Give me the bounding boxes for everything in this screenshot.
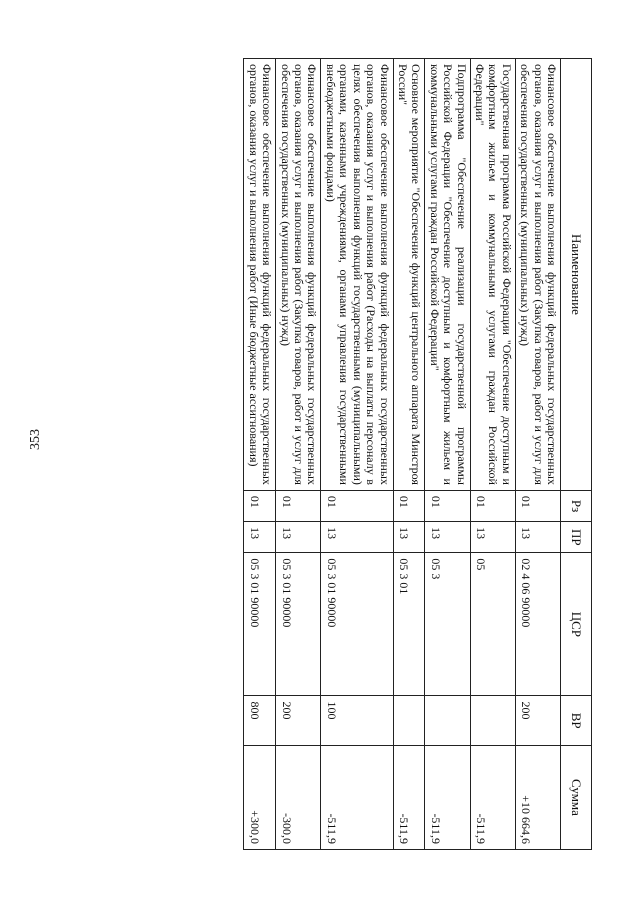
budget-table — [243, 58, 592, 850]
cell-pr: 13 — [244, 522, 276, 553]
cell-sum: +10 664,6 — [515, 745, 560, 849]
cell-vr — [425, 696, 470, 745]
table-row — [425, 59, 470, 850]
cell-name: Государственная программа Российской Федерации "Обеспечение доступным и комфортным жильем и коммунальными услугами граждан Российской Федерации" — [470, 59, 515, 491]
cell-vr — [393, 696, 425, 745]
cell-pr: 13 — [470, 522, 515, 553]
cell-name: Финансовое обеспечение выполнения функций федеральных государственных органов, оказания услуг и выполнения работ (Закупка товаров, работ и услуг для обеспечения государственных (муниципальных) нужд) — [276, 59, 321, 491]
cell-rz: 01 — [276, 490, 321, 521]
cell-name: Основное мероприятие "Обеспечение функций центрального аппарата Минстроя России" — [393, 59, 425, 491]
table-row — [393, 59, 425, 850]
cell-sum: -300,0 — [276, 745, 321, 849]
cell-sum: -511,9 — [425, 745, 470, 849]
cell-rz: 01 — [470, 490, 515, 521]
cell-vr: 200 — [276, 696, 321, 745]
cell-sum: +300,0 — [244, 745, 276, 849]
header-sum: Сумма — [561, 745, 592, 849]
table-row — [244, 59, 276, 850]
header-csr: ЦСР — [561, 553, 592, 696]
cell-csr: 05 3 01 90000 — [276, 553, 321, 696]
cell-name: Финансовое обеспечение выполнения функций федеральных государственных органов, оказания услуг и выполнения работ (Расходы на выплаты персоналу в целях обеспечения выполнения функций государственными (муниципальными) органами, казенными учреждениями, органами управления государственными внебюджетными фондами) — [321, 59, 393, 491]
cell-csr: 02 4 06 90000 — [515, 553, 560, 696]
cell-name: Финансовое обеспечение выполнения функций федеральных государственных органов, оказания услуг и выполнения работ (Иные бюджетные ассигнования) — [244, 59, 276, 491]
cell-rz: 01 — [321, 490, 393, 521]
header-pr: ПР — [561, 522, 592, 553]
cell-sum: -511,9 — [470, 745, 515, 849]
cell-rz: 01 — [393, 490, 425, 521]
cell-sum: -511,9 — [393, 745, 425, 849]
cell-csr: 05 3 01 90000 — [321, 553, 393, 696]
cell-sum: -511,9 — [321, 745, 393, 849]
table-row — [276, 59, 321, 850]
header-name: Наименование — [561, 59, 592, 491]
cell-name: Финансовое обеспечение выполнения функций федеральных государственных органов, оказания услуг и выполнения работ (Закупка товаров, работ и услуг для обеспечения государственных (муниципальных) нужд) — [515, 59, 560, 491]
table-row — [321, 59, 393, 850]
cell-pr: 13 — [515, 522, 560, 553]
rotated-page-content — [72, 58, 592, 850]
cell-pr: 13 — [393, 522, 425, 553]
cell-csr: 05 3 — [425, 553, 470, 696]
cell-vr — [470, 696, 515, 745]
cell-name: Подпрограмма "Обеспечение реализации государственной программы Российской Федерации "Обеспечение доступным и комфортным жильем и коммунальными услугами граждан Российской Федерации" — [425, 59, 470, 491]
cell-rz: 01 — [244, 490, 276, 521]
table-row — [470, 59, 515, 850]
table-row — [515, 59, 560, 850]
header-vr: ВР — [561, 696, 592, 745]
cell-vr: 200 — [515, 696, 560, 745]
cell-vr: 100 — [321, 696, 393, 745]
cell-rz: 01 — [515, 490, 560, 521]
table-header-row — [561, 59, 592, 850]
header-rz: Рз — [561, 490, 592, 521]
cell-pr: 13 — [321, 522, 393, 553]
cell-csr: 05 — [470, 553, 515, 696]
cell-pr: 13 — [276, 522, 321, 553]
cell-pr: 13 — [425, 522, 470, 553]
cell-csr: 05 3 01 90000 — [244, 553, 276, 696]
cell-vr: 800 — [244, 696, 276, 745]
cell-csr: 05 3 01 — [393, 553, 425, 696]
cell-rz: 01 — [425, 490, 470, 521]
page-number: 353 — [28, 429, 43, 450]
